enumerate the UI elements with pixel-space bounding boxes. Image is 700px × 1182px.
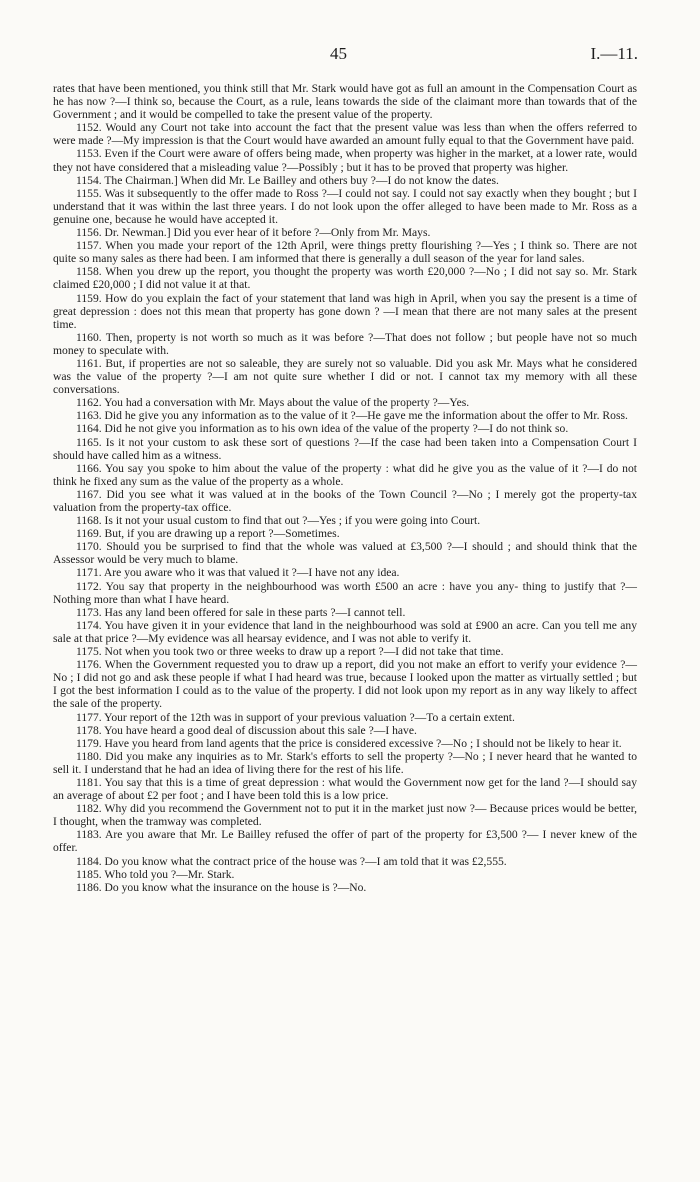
- paragraph: 1182. Why did you recommend the Government not to put it in the market just now ?— Because prices would be better, I thought, when the tramway was completed.: [53, 802, 637, 829]
- paragraph: 1161. But, if properties are not so saleable, they are surely not so valuable. Did you ask Mr. Mays what he considered was the value of the property ?—I am not quite sure whether I did or not. I cannot tax my memory with all these conversations.: [53, 356, 637, 397]
- sheet-reference: I.—11.: [590, 44, 638, 63]
- paragraph: 1181. You say that this is a time of great depression : what would the Government now get for the land ?—I should say an average of about £2 per foot ; and I have been told this is a low price.: [53, 775, 637, 803]
- paragraph: 1156. Dr. Newman.] Did you ever hear of it before ?—Only from Mr. Mays.: [76, 226, 431, 240]
- paragraph: 1186. Do you know what the insurance on the house is ?—No.: [76, 880, 367, 894]
- paragraph: 1184. Do you know what the contract price of the house was ?—I am told that it was £2,555.: [76, 854, 507, 868]
- paragraph: 1175. Not when you took two or three weeks to draw up a report ?—I did not take that time.: [76, 645, 504, 659]
- paragraph: 1159. How do you explain the fact of your statement that land was high in April, when you say the present is a time of great depression : does not this mean that property has gone down ? —I mean that there are not many sales at the present time.: [53, 291, 637, 331]
- paragraph: 1185. Who told you ?—Mr. Stark.: [76, 867, 235, 881]
- paragraph: 1166. You say you spoke to him about the value of the property : what did he give you as the value of it ?—I do not think he fixed any sum as the value of the property as a whole.: [53, 461, 637, 488]
- page-number: 45: [330, 44, 347, 63]
- paragraph: 1163. Did he give you any information as to the value of it ?—He gave me the information about the offer to Mr. Ross.: [76, 409, 628, 423]
- paragraph: 1153. Even if the Court were aware of offers being made, when property was higher in the market, at a lower rate, would they not have considered that a misleading value ?—Possibly ; but it has to be proved that property was higher.: [53, 147, 637, 174]
- paragraph: 1158. When you drew up the report, you thought the property was worth £20,000 ?—No ; I did not say so. Mr. Stark claimed £20,000 ; I did not value it at that.: [53, 265, 637, 292]
- paragraph: 1172. You say that property in the neighbourhood was worth £500 an acre : have you any- thing to justify that ?—Nothing more than what I have heard.: [53, 579, 637, 606]
- testimony-body: [53, 82, 637, 894]
- paragraph: 1174. You have given it in your evidence that land in the neighbourhood was sold at £900 an acre. Can you tell me any sale at that price ?—My evidence was all hearsay evidence, and I was not able to verify it.: [53, 618, 637, 645]
- paragraph: 1162. You had a conversation with Mr. Mays about the value of the property ?—Yes.: [76, 396, 470, 410]
- page-header: [0, 44, 700, 70]
- paragraph: 1164. Did he not give you information as to his own idea of the value of the property ?—I do not think so.: [76, 422, 569, 436]
- paragraph: 1165. Is it not your custom to ask these sort of questions ?—If the case had been taken into a Compensation Court I should have called him as a witness.: [53, 435, 637, 462]
- paragraph: 1157. When you made your report of the 12th April, were things pretty flourishing ?—Yes ; I think so. There are not quite so many sales as there had been. I am informed that there is generally a dull season of the year for land sales.: [53, 239, 637, 266]
- paragraph: 1180. Did you make any inquiries as to Mr. Stark's efforts to sell the property ?—No ; I never heard that he wanted to sell it. I understand that he had an idea of living there for the rest of his life.: [53, 749, 637, 776]
- paragraph: 1183. Are you aware that Mr. Le Bailley refused the offer of part of the property for £3,500 ?— I never knew of the offer.: [53, 828, 637, 855]
- paragraph: 1167. Did you see what it was valued at in the books of the Town Council ?—No ; I merely got the property-tax valuation from the property-tax office.: [53, 487, 637, 514]
- paragraph: 1155. Was it subsequently to the offer made to Ross ?—I could not say. I could not say exactly when they bought ; but I understand that it was within the last three years. I do not look upon the offer alleged to have been made to Mr. Ross as a genuine one, because he would have accepted it.: [53, 186, 637, 226]
- paragraph: 1179. Have you heard from land agents that the price is considered excessive ?—No ; I should not be likely to hear it.: [76, 736, 622, 750]
- paragraph: 1160. Then, property is not worth so much as it was before ?—That does not follow ; but people have not so much money to speculate with.: [53, 330, 637, 357]
- paragraph: 1168. Is it not your usual custom to find that out ?—Yes ; if you were going into Court.: [76, 514, 481, 528]
- paragraph: 1173. Has any land been offered for sale in these parts ?—I cannot tell.: [76, 605, 406, 619]
- paragraph: 1169. But, if you are drawing up a report ?—Sometimes.: [76, 527, 340, 541]
- paragraph: 1177. Your report of the 12th was in support of your previous valuation ?—To a certain extent.: [76, 710, 515, 724]
- paragraph: rates that have been mentioned, you think still that Mr. Stark would have got as full an amount in the Compensation Court as he has now ?—I think so, because the Court, as a rule, leans towards the side of the claimant more than towards that of the Government ; and it would be compelled to take the present value of the property.: [53, 82, 637, 122]
- paragraph: 1176. When the Government requested you to draw up a report, did you not make an effort to verify your evidence ?—No ; I did not go and ask these people if what I had heard was true, because I looked upon the matter as virtually settled ; but I got the best information I could as to the value of the property. I did not look upon my report as in any way likely to affect the sale of the property.: [53, 658, 637, 711]
- paragraph: 1152. Would any Court not take into account the fact that the present value was less than when the offers referred to were made ?—My impression is that the Court would have awarded an amount fully equal to that the Government have paid.: [53, 121, 637, 148]
- paragraph: 1178. You have heard a good deal of discussion about this sale ?—I have.: [76, 723, 417, 737]
- paragraph: 1154. The Chairman.] When did Mr. Le Bailley and others buy ?—I do not know the dates.: [76, 173, 499, 187]
- paragraph: 1171. Are you aware who it was that valued it ?—I have not any idea.: [76, 566, 400, 580]
- paragraph: 1170. Should you be surprised to find that the whole was valued at £3,500 ?—I should ; and should think that the Assessor would be very much to blame.: [53, 540, 637, 567]
